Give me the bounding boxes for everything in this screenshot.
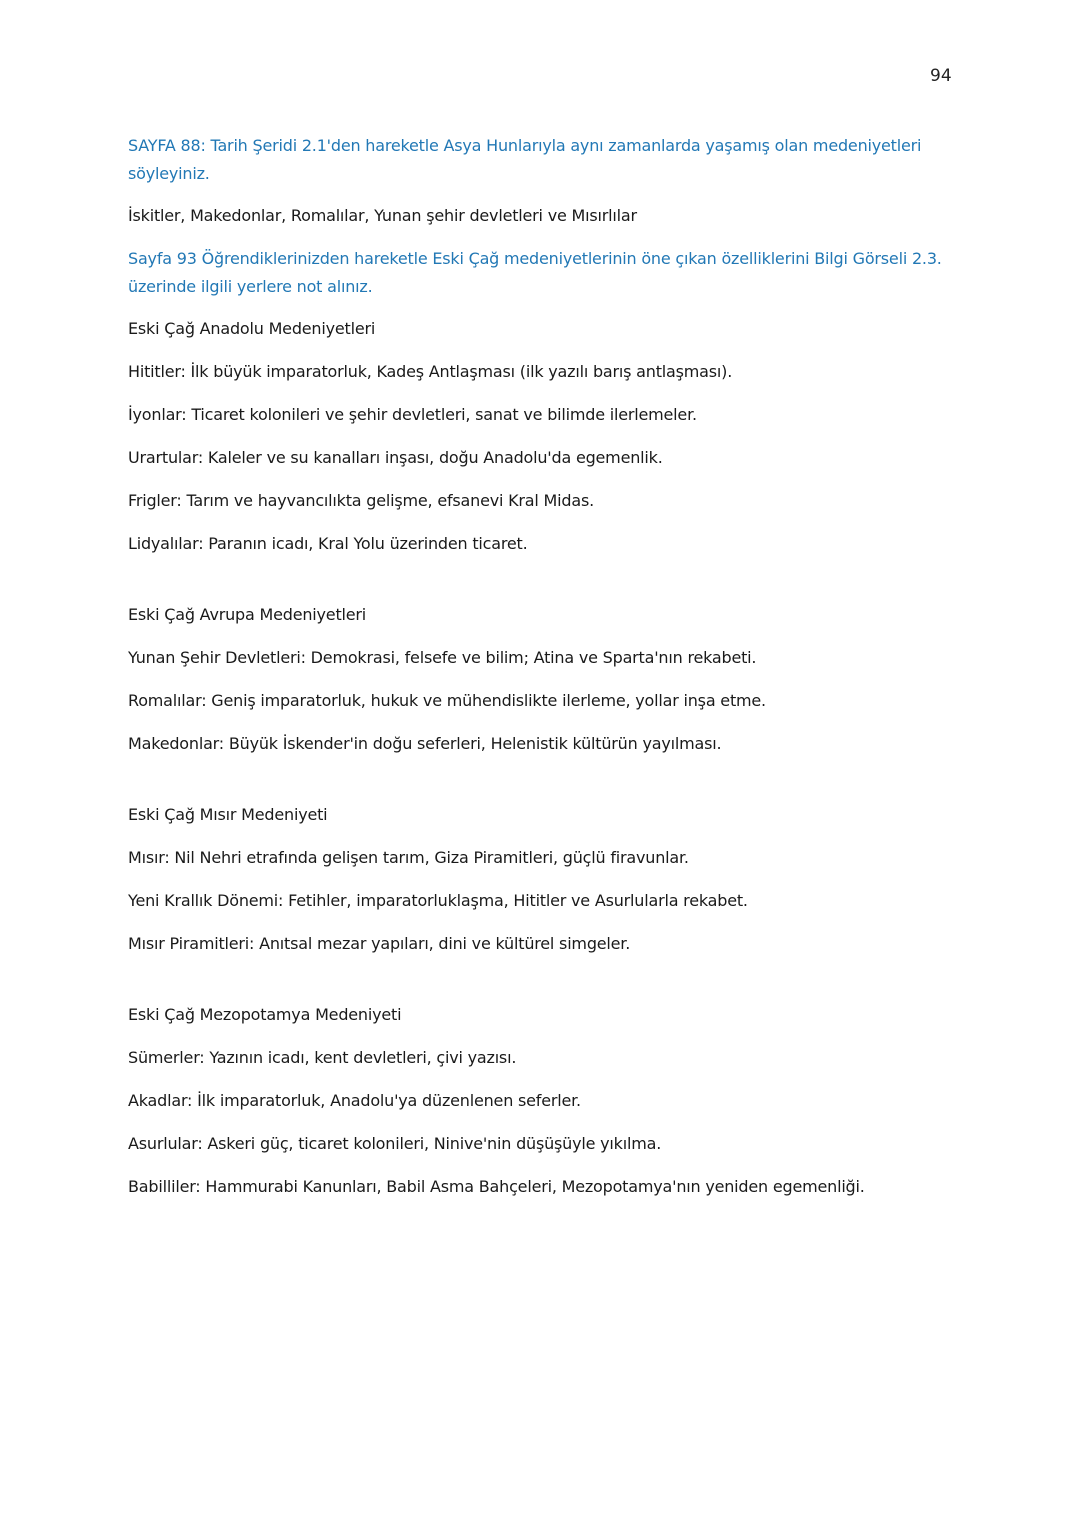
question-2: Sayfa 93 Öğrendiklerinizden hareketle Eski Çağ medeniyetlerinin öne çıkan özelliklerini Bilgi Görseli 2.3. üzerinde ilgili yerlere not alınız. (128, 249, 942, 296)
question-1: SAYFA 88: Tarih Şeridi 2.1'den hareketle Asya Hunlarıyla aynı zamanlarda yaşamış olan medeniyetleri söyleyiniz. (128, 136, 922, 183)
list-item: İyonlar: Ticaret kolonileri ve şehir devletleri, sanat ve bilimde ilerlemeler. (128, 405, 697, 424)
section-europe (128, 601, 968, 758)
section-anatolia (128, 315, 968, 558)
page-number: 94 (930, 66, 952, 86)
list-item: Romalılar: Geniş imparatorluk, hukuk ve mühendislikte ilerleme, yollar inşa etme. (128, 691, 766, 710)
list-item: Hititler: İlk büyük imparatorluk, Kadeş Antlaşması (ilk yazılı barış antlaşması). (128, 362, 733, 381)
section-heading: Eski Çağ Mısır Medeniyeti (128, 805, 328, 824)
list-item: Babilliler: Hammurabi Kanunları, Babil Asma Bahçeleri, Mezopotamya'nın yeniden egemenliği. (128, 1177, 865, 1196)
list-item: Yeni Krallık Dönemi: Fetihler, imparatorluklaşma, Hititler ve Asurlularla rekabet. (128, 891, 748, 910)
document-body (128, 132, 968, 1216)
list-item: Yunan Şehir Devletleri: Demokrasi, felsefe ve bilim; Atina ve Sparta'nın rekabeti. (128, 648, 757, 667)
list-item: Akadlar: İlk imparatorluk, Anadolu'ya düzenlenen seferler. (128, 1091, 581, 1110)
list-item: Mısır: Nil Nehri etrafında gelişen tarım, Giza Piramitleri, güçlü firavunlar. (128, 848, 689, 867)
section-heading: Eski Çağ Avrupa Medeniyetleri (128, 605, 367, 624)
list-item: Makedonlar: Büyük İskender'in doğu seferleri, Helenistik kültürün yayılması. (128, 734, 722, 753)
list-item: Sümerler: Yazının icadı, kent devletleri, çivi yazısı. (128, 1048, 517, 1067)
list-item: Urartular: Kaleler ve su kanalları inşası, doğu Anadolu'da egemenlik. (128, 448, 663, 467)
list-item: Mısır Piramitleri: Anıtsal mezar yapıları, dini ve kültürel simgeler. (128, 934, 631, 953)
list-item: Frigler: Tarım ve hayvancılıkta gelişme, efsanevi Kral Midas. (128, 491, 594, 510)
section-spacer (128, 573, 968, 601)
section-mesopotamia (128, 1001, 968, 1201)
list-item: Asurlular: Askeri güç, ticaret kolonileri, Ninive'nin düşüşüyle yıkılma. (128, 1134, 662, 1153)
answer-1: İskitler, Makedonlar, Romalılar, Yunan şehir devletleri ve Mısırlılar (128, 206, 637, 225)
section-spacer (128, 973, 968, 1001)
list-item: Lidyalılar: Paranın icadı, Kral Yolu üzerinden ticaret. (128, 534, 528, 553)
section-heading: Eski Çağ Mezopotamya Medeniyeti (128, 1005, 402, 1024)
section-spacer (128, 773, 968, 801)
section-egypt (128, 801, 968, 958)
section-heading: Eski Çağ Anadolu Medeniyetleri (128, 319, 376, 338)
